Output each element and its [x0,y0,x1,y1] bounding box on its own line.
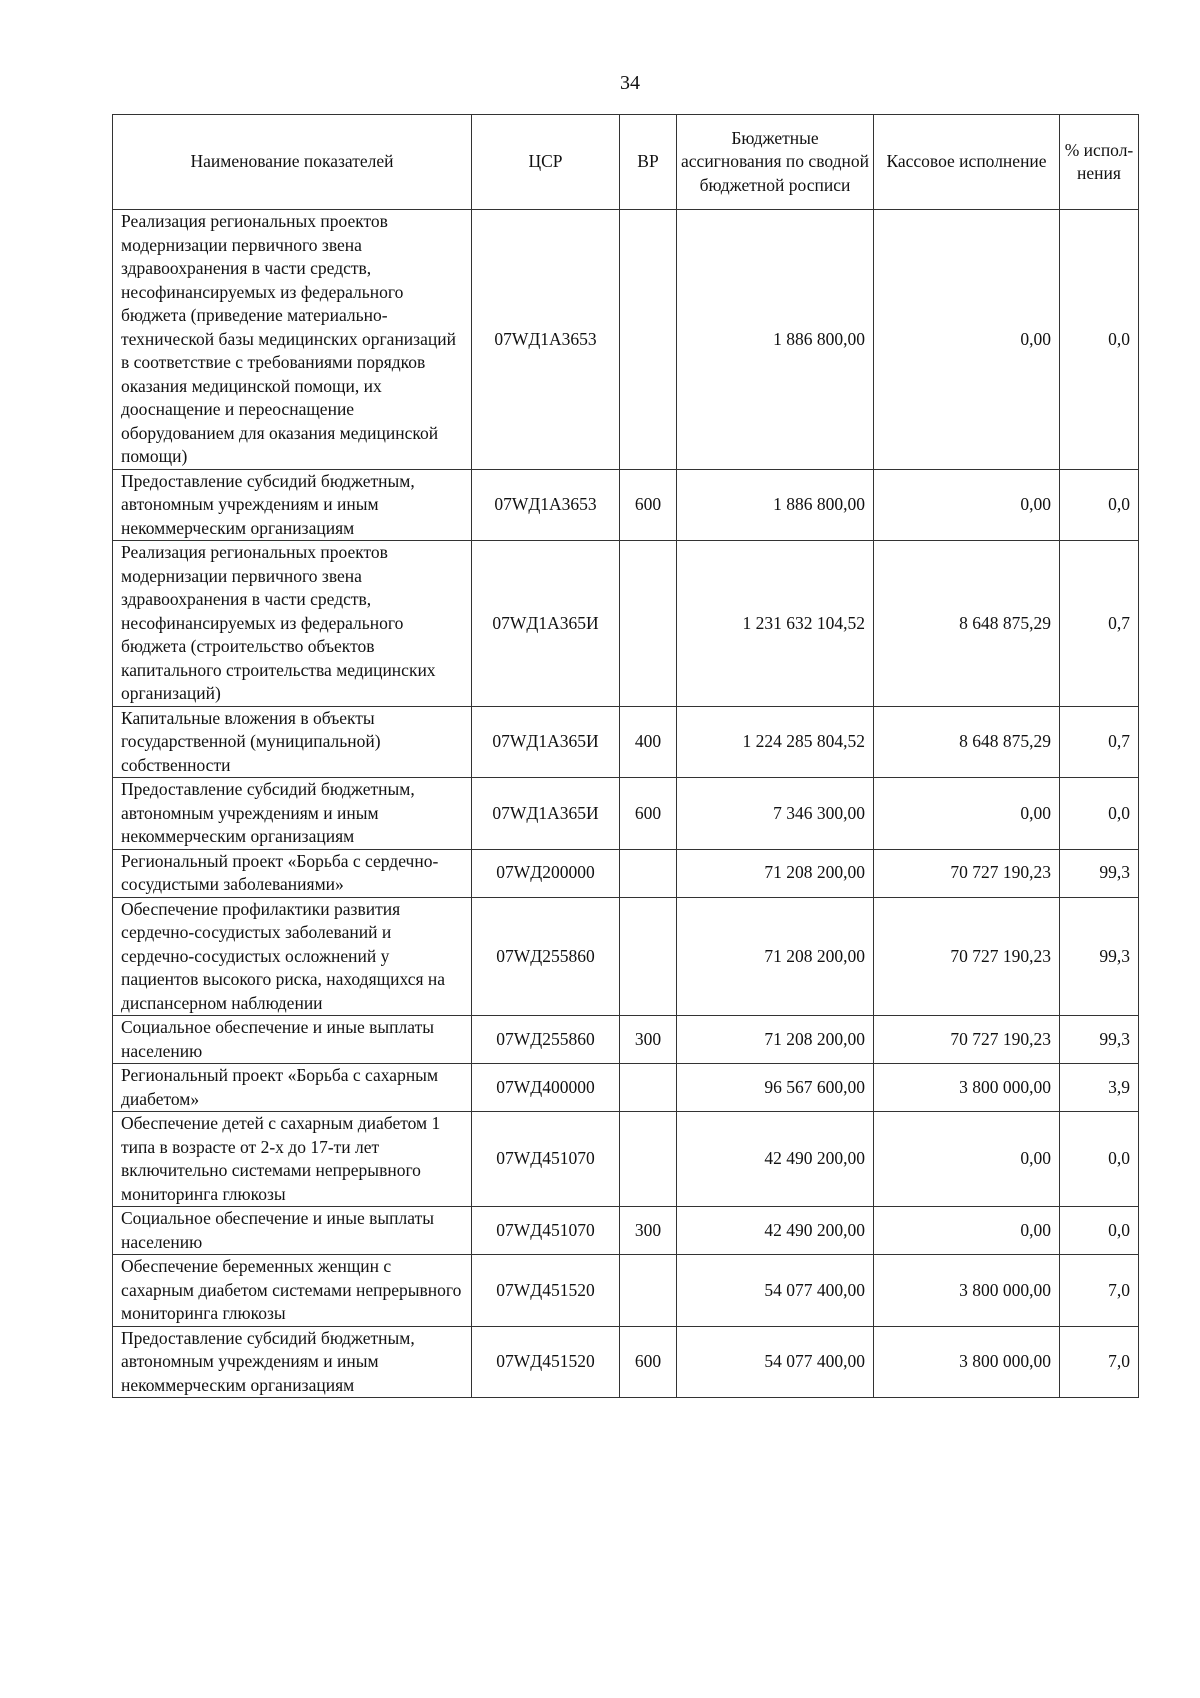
row-csr: 07WД451070 [472,1207,620,1255]
row-csr: 07WД255860 [472,897,620,1016]
row-pct: 7,0 [1060,1255,1139,1327]
row-csr: 07WД451520 [472,1255,620,1327]
row-cash: 0,00 [874,210,1060,470]
row-vr [620,897,677,1016]
row-name: Реализация региональных проектов модернизации первичного звена здравоохранения в части средств, несофинансируемых из федерального бюджета (строительство объектов капитального строительства медицинских организаций) [113,541,472,707]
row-pct: 3,9 [1060,1064,1139,1112]
row-cash: 70 727 190,23 [874,1016,1060,1064]
table-row [113,1255,1139,1327]
row-budget: 42 490 200,00 [677,1112,874,1207]
row-name: Предоставление субсидий бюджетным, автономным учреждениям и иным некоммерческим организациям [113,469,472,541]
row-pct: 99,3 [1060,1016,1139,1064]
row-cash: 8 648 875,29 [874,541,1060,707]
row-cash: 8 648 875,29 [874,706,1060,778]
table-row [113,1326,1139,1398]
header-csr: ЦСР [472,115,620,210]
table-row [113,469,1139,541]
row-vr [620,541,677,707]
row-vr [620,1064,677,1112]
row-name: Региональный проект «Борьба с сердечно-сосудистыми заболеваниями» [113,849,472,897]
row-name: Капитальные вложения в объекты государственной (муниципальной) собственности [113,706,472,778]
table-row [113,1112,1139,1207]
row-budget: 71 208 200,00 [677,849,874,897]
row-csr: 07WД451520 [472,1326,620,1398]
row-name: Обеспечение профилактики развития сердечно-сосудистых заболеваний и сердечно-сосудистых осложнений у пациентов высокого риска, находящихся на диспансерном наблюдении [113,897,472,1016]
row-csr: 07WД1А365И [472,541,620,707]
row-pct: 0,0 [1060,778,1139,850]
row-cash: 0,00 [874,778,1060,850]
header-pct: % испол-нения [1060,115,1139,210]
table-row [113,778,1139,850]
row-cash: 70 727 190,23 [874,849,1060,897]
header-budget: Бюджетные ассигнования по сводной бюджетной росписи [677,115,874,210]
row-pct: 0,0 [1060,210,1139,470]
row-budget: 71 208 200,00 [677,897,874,1016]
row-budget: 1 224 285 804,52 [677,706,874,778]
header-cash: Кассовое исполнение [874,115,1060,210]
row-vr: 600 [620,1326,677,1398]
row-budget: 54 077 400,00 [677,1326,874,1398]
row-pct: 0,0 [1060,1207,1139,1255]
row-vr: 300 [620,1016,677,1064]
row-budget: 1 231 632 104,52 [677,541,874,707]
row-name: Реализация региональных проектов модернизации первичного звена здравоохранения в части средств, несофинансируемых из федерального бюджета (приведение материально-технической базы медицинских организаций в соответствие с требованиями порядков оказания медицинской помощи, их дооснащение и переоснащение оборудованием для оказания медицинской помощи) [113,210,472,470]
row-budget: 71 208 200,00 [677,1016,874,1064]
row-budget: 96 567 600,00 [677,1064,874,1112]
row-name: Предоставление субсидий бюджетным, автономным учреждениям и иным некоммерческим организациям [113,1326,472,1398]
row-pct: 0,0 [1060,1112,1139,1207]
row-budget: 42 490 200,00 [677,1207,874,1255]
table-row [113,706,1139,778]
table-row [113,1207,1139,1255]
row-cash: 3 800 000,00 [874,1064,1060,1112]
row-csr: 07WД400000 [472,1064,620,1112]
row-csr: 07WД255860 [472,1016,620,1064]
row-csr: 07WД200000 [472,849,620,897]
row-cash: 3 800 000,00 [874,1326,1060,1398]
header-name: Наименование показателей [113,115,472,210]
row-cash: 70 727 190,23 [874,897,1060,1016]
table-row [113,1064,1139,1112]
row-vr [620,1112,677,1207]
row-vr: 600 [620,778,677,850]
row-cash: 3 800 000,00 [874,1255,1060,1327]
row-budget: 54 077 400,00 [677,1255,874,1327]
row-csr: 07WД1А365И [472,706,620,778]
row-pct: 7,0 [1060,1326,1139,1398]
row-vr: 400 [620,706,677,778]
table-row [113,210,1139,470]
row-csr: 07WД1А3653 [472,210,620,470]
row-pct: 0,0 [1060,469,1139,541]
row-pct: 0,7 [1060,706,1139,778]
row-name: Социальное обеспечение и иные выплаты населению [113,1207,472,1255]
row-pct: 0,7 [1060,541,1139,707]
row-name: Обеспечение беременных женщин с сахарным диабетом системами непрерывного мониторинга глюкозы [113,1255,472,1327]
header-vr: ВР [620,115,677,210]
row-vr: 600 [620,469,677,541]
page-number: 34 [620,72,640,94]
row-cash: 0,00 [874,469,1060,541]
row-pct: 99,3 [1060,849,1139,897]
row-csr: 07WД1А3653 [472,469,620,541]
row-budget: 7 346 300,00 [677,778,874,850]
row-vr: 300 [620,1207,677,1255]
row-budget: 1 886 800,00 [677,469,874,541]
row-cash: 0,00 [874,1207,1060,1255]
row-name: Социальное обеспечение и иные выплаты населению [113,1016,472,1064]
row-csr: 07WД451070 [472,1112,620,1207]
row-budget: 1 886 800,00 [677,210,874,470]
row-name: Региональный проект «Борьба с сахарным диабетом» [113,1064,472,1112]
table-row [113,541,1139,707]
table-row [113,849,1139,897]
budget-execution-table [112,114,1139,1398]
row-name: Обеспечение детей с сахарным диабетом 1 типа в возрасте от 2-х до 17-ти лет включительно системами непрерывного мониторинга глюкозы [113,1112,472,1207]
row-csr: 07WД1А365И [472,778,620,850]
table-row [113,1016,1139,1064]
table-row [113,897,1139,1016]
row-name: Предоставление субсидий бюджетным, автономным учреждениям и иным некоммерческим организациям [113,778,472,850]
row-pct: 99,3 [1060,897,1139,1016]
row-cash: 0,00 [874,1112,1060,1207]
row-vr [620,210,677,470]
row-vr [620,849,677,897]
table-header-row [113,115,1139,210]
row-vr [620,1255,677,1327]
